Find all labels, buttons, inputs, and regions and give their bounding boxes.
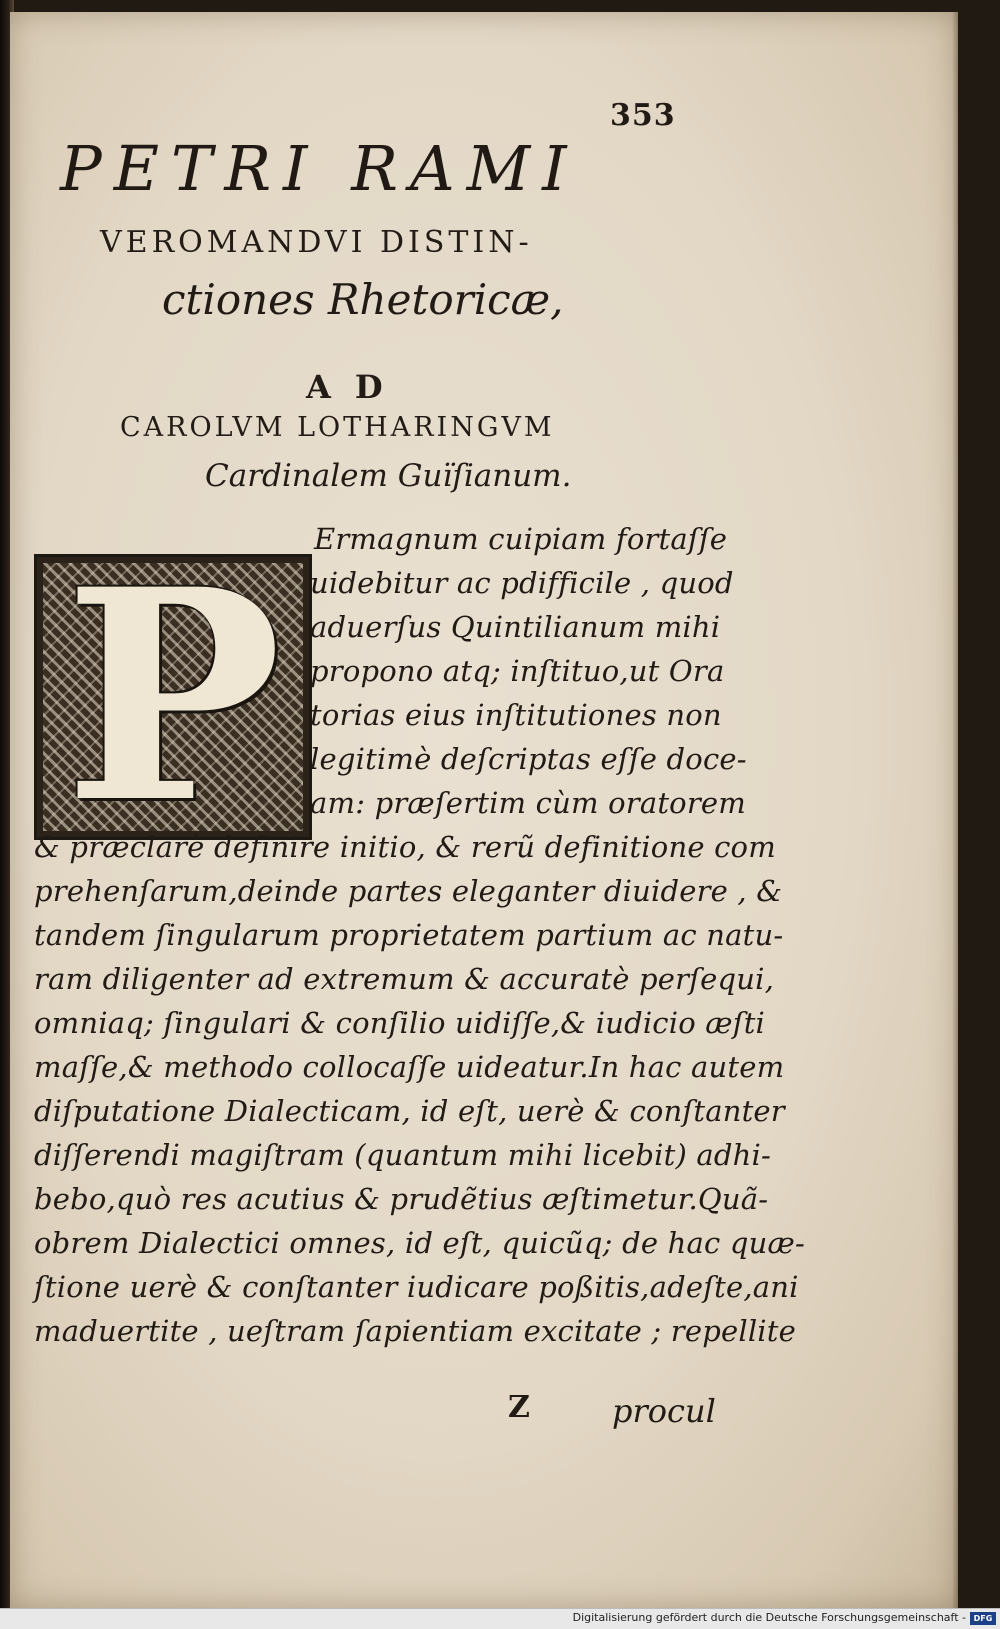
decorated-initial [34,527,312,867]
body-line: torias eius inſtitutiones non [310,698,722,732]
body-line: aduerſus Quintilianum mihi [310,610,721,644]
body-line: maſſe,& methodo collocaſſe uideatur.In hac autem [34,1050,785,1084]
body-line: ram diligenter ad extremum & accuratè perſequi, [34,962,775,996]
signature-mark: Z [508,1390,530,1425]
body-line: omniaq; ſingulari & conſilio uidiſſe,& iudicio æſti [34,1006,766,1040]
body-line: Ermagnum cuipiam fortaſſe [314,522,728,556]
body-line: diſputatione Dialecticam, id eſt, uerè & conſtanter [34,1094,785,1128]
body-line: tandem ſingularum proprietatem partium ac natu- [34,918,784,952]
body-line: diſſerendi magiſtram (quantum mihi licebit) adhi- [34,1138,772,1172]
body-line: & præclarè definire initio, & rerũ definitione com [34,830,776,864]
title-line-author: PETRI RAMI [60,132,579,205]
title-line-dedicatee-title: Cardinalem Guïſianum. [205,458,572,494]
body-line: propono atq; inſtituo,ut Ora [310,654,725,688]
body-line: maduertite , ueſtram ſapientiam excitate ; repellite [34,1314,796,1348]
body-line: am: præſertim cùm oratorem [310,786,746,820]
body-line: prehenſarum,deinde partes eleganter diuidere , & [34,874,783,908]
footer-bar [0,1608,1000,1629]
title-line-origin: VEROMANDVI DISTIN- [100,225,533,260]
body-line: obrem Dialectici omnes, id eſt, quicũq; de hac quæ- [34,1226,805,1260]
body-line: ſtione uerè & conſtanter iudicare poßitis,adeſte,ani [34,1270,799,1304]
dfg-logo: DFG [970,1612,996,1625]
page-number: 353 [610,98,676,133]
body-line: legitimè deſcriptas eſſe doce- [310,742,747,776]
body-line: uidebitur ac pdifficile , quod [310,566,734,600]
body-line: bebo,quò res acutius & prudẽtius æſtimetur.Quã- [34,1182,769,1216]
funding-notice: Digitalisierung gefördert durch die Deutsche Forschungsgemeinschaft - [572,1611,966,1624]
initial-letter: P [63,527,283,867]
title-line-dedicatee: CAROLVM LOTHARINGVM [120,412,555,443]
title-line-ad: AD [306,368,407,406]
catchword: procul [612,1392,716,1430]
page-edge-shadow [952,12,958,1608]
title-line-work: ctiones Rhetoricæ, [162,275,564,324]
